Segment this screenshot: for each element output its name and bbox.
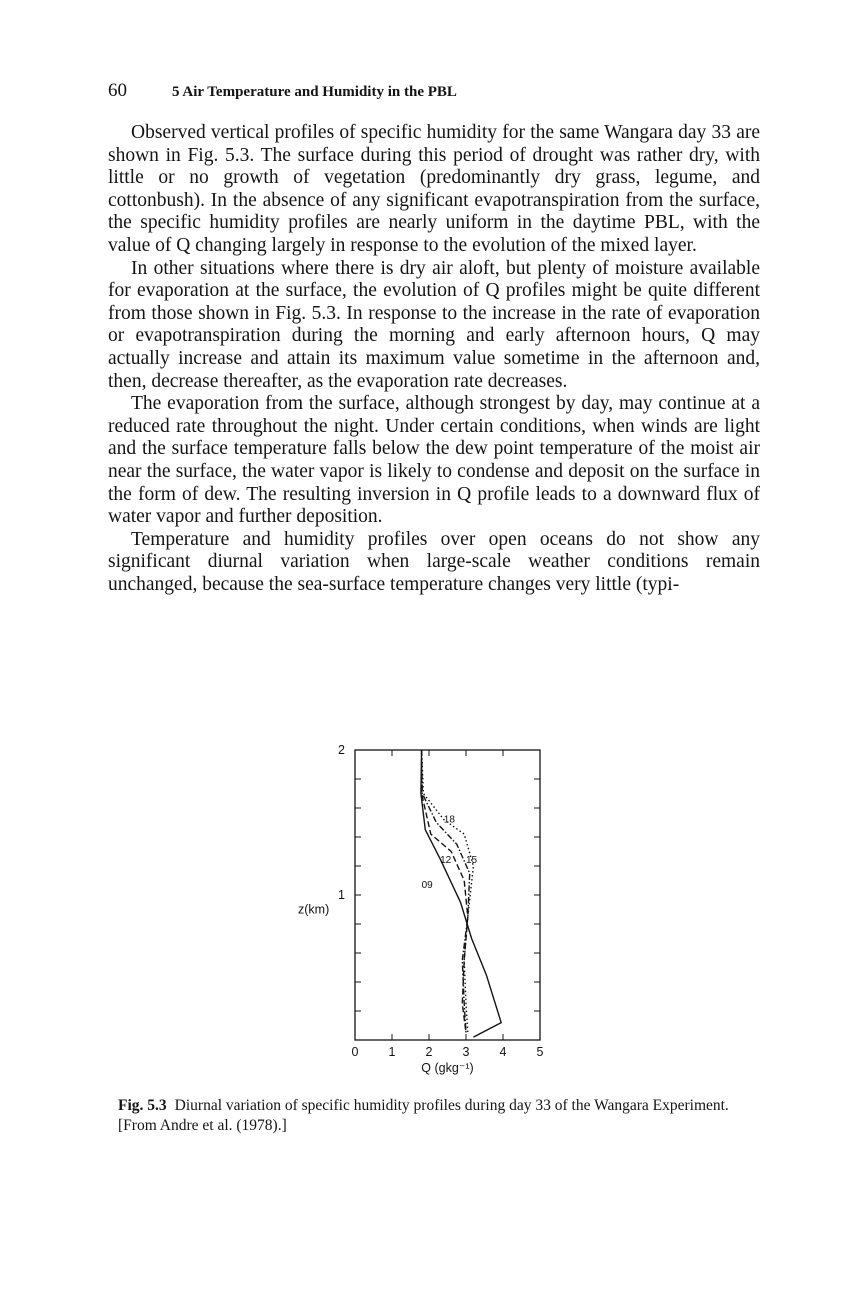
body-text	[108, 122, 760, 596]
caption-text: Diurnal variation of specific humidity profiles during day 33 of the Wangara Experiment. [From Andre et al. (1978).]	[118, 1097, 729, 1134]
x-axis-label: Q (gkg⁻¹)	[421, 1061, 474, 1075]
paragraph-1: Observed vertical profiles of specific humidity for the same Wangara day 33 are shown in Fig. 5.3. The surface during this period of drought was rather dry, with little or no growth of vegetation (predominantly dry grass, legume, and cottonbush). In the absence of any significant evapotranspiration from the surface, the specific humidity profiles are nearly uniform in the daytime PBL, with the value of Q changing largely in response to the evolution of the mixed layer.	[108, 122, 760, 256]
y-tick-label: 1	[338, 888, 345, 902]
x-tick-label: 1	[388, 1045, 396, 1059]
y-tick-label: 2	[338, 743, 345, 757]
x-tick-label: 2	[425, 1045, 433, 1059]
chapter-title: 5 Air Temperature and Humidity in the PBL	[172, 84, 457, 100]
curve-label-15: 15	[465, 855, 478, 867]
paragraph-2: In other situations where there is dry air aloft, but plenty of moisture available for evaporation at the surface, the evolution of Q profiles might be quite different from those shown in Fig. 5.3. In response to the increase in the rate of evaporation or evapotranspiration during the morning and early afternoon hours, Q may actually increase and attain its maximum value sometime in the afternoon and, then, decrease thereafter, as the evaporation rate decreases.	[108, 257, 760, 392]
curve-label-09: 09	[421, 879, 433, 891]
x-tick-label: 3	[462, 1045, 470, 1059]
y-axis-label: z(km)	[298, 902, 330, 917]
caption-label: Fig. 5.3	[118, 1097, 167, 1114]
figure-caption	[118, 1096, 758, 1136]
plot-frame	[355, 750, 540, 1040]
page-header	[108, 80, 457, 102]
page-number: 60	[108, 80, 127, 101]
x-tick-label: 0	[351, 1045, 359, 1059]
paragraph-3: The evaporation from the surface, although strongest by day, may continue at a reduced rate throughout the night. Under certain conditions, when winds are light and the surface temperature falls below the dew point temperature of the moist air near the surface, the water vapor is likely to condense and deposit on the surface in the form of dew. The resulting inversion in Q profile leads to a downward flux of water vapor and further deposition.	[108, 393, 760, 528]
profile-line-12	[422, 750, 468, 1033]
x-tick-label: 5	[536, 1045, 544, 1059]
humidity-profile-chart	[290, 740, 570, 1090]
figure-5-3	[290, 740, 570, 1090]
curve-label-12: 12	[440, 855, 452, 867]
profile-line-09	[421, 750, 501, 1037]
curve-label-18: 18	[443, 814, 455, 826]
paragraph-4: Temperature and humidity profiles over open oceans do not show any significant diurnal variation when large-scale weather conditions remain unchanged, because the sea-surface temperature changes very little (typi-	[108, 528, 760, 595]
x-tick-label: 4	[499, 1045, 507, 1059]
